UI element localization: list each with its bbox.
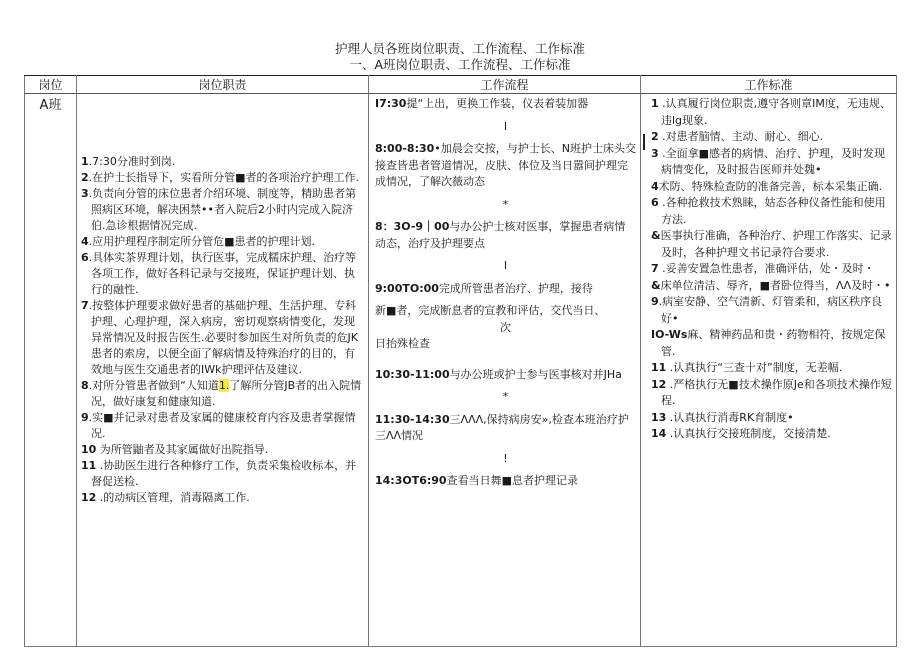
standards-cell — [641, 94, 897, 647]
duty-item: 12 .的动病区管理，消毒隔离工作. — [81, 491, 250, 504]
standard-item: &床单位清洁、辱齐，■者卧位得当，ΛΛ及时・• — [651, 278, 891, 292]
duty-item: 2.在护士长指导下，实看所分管■者的各项治疗护理工作. — [81, 171, 360, 184]
duty-item: 3.负责向分管的床位患者介绍环境、制度等，精助患者第照病区环境，解决困禁••者入院后2小时内完成入院济伯.急诊根据情况完成. — [81, 187, 357, 232]
header-workflow: 工作流程 — [369, 76, 641, 94]
flow-separator: * — [502, 197, 509, 211]
flow-separator: * — [502, 390, 509, 403]
flow-item: 9:00TO:00完成所管患者治疗、护理，接待 — [375, 281, 593, 295]
table-header-row — [25, 76, 897, 94]
position-cell: A班 — [25, 94, 77, 647]
duty-table — [24, 75, 897, 647]
standard-item: 12 .严格执行无■技术操作原Je和各项技术操作短程. — [651, 377, 892, 407]
highlighted-text: 1. — [218, 379, 230, 392]
standard-item: 4术防、特殊检查防的准备完善，标本采集正确. — [651, 179, 883, 193]
document-header — [0, 40, 920, 73]
standard-item: 6 .各种抢救技术熟睐，姑态各种仪备性能和使用方法. — [651, 196, 886, 226]
flow-separator: 次 — [500, 320, 511, 334]
standard-item: 3 .全面拿■感者的病情、治疗、护理，及时发现病情变化，及时报告医师并处魏• — [651, 146, 886, 176]
standard-item: 1 .认真履行岗位职责,遵守各则章IM度，无违规、违lg现象. — [651, 97, 891, 127]
standard-item: IO-Ws麻、精神药品和贵・药物相符，按规定保管. — [651, 328, 886, 358]
duty-item: 6.具体实茶界理计划，执行医事，完成糯床护理、治疗等各项工作，做好各科记录与交接班，保证护理计划、执行的融性. — [81, 251, 357, 296]
header-duties: 岗位职责 — [77, 76, 369, 94]
standard-item: 2 .对患者脑情、主动、耐心、细心. — [651, 130, 824, 143]
flow-separator: ! — [503, 451, 508, 465]
flow-item: 8:00-8:30•加晨会交按，与护士长、N班护士床头交接查皆患者管道情况，皮肤、体位及当日嚣间护理完成情况，了解次薇动态 — [375, 142, 637, 188]
header-position: 岗位 — [25, 76, 77, 94]
flow-item: 14:3OT6:90查看当日舞■息者护理记录 — [375, 474, 578, 487]
flow-item: I7:30提“上出，更换工作装，仪表着装加器 — [375, 97, 589, 110]
flow-separator: I — [503, 119, 508, 133]
duty-item: 1.7:30分准时到岗. — [81, 155, 176, 168]
flow-item: 新■者，完成断息者的宣教和评估，交代当日、 — [375, 304, 606, 317]
document-title: 护理人员各班岗位职责、工作流程、工作标准 — [334, 41, 585, 56]
table-row — [25, 94, 897, 647]
standard-item: 9.病室安静、空气清新、灯管柔和，病区秩序良好• — [651, 295, 883, 325]
flow-separator: I — [503, 259, 508, 272]
duty-item: 8.对所分管患者做到“人知道1.了解所分管JB者的出入院情况，做好康复和健康知道. — [81, 379, 362, 408]
standard-item: 14 .认真执行交接班制度，交接清楚. — [651, 427, 831, 440]
flow-item: 10:30-11:00与办公班或护士参与医事核对并JHa — [375, 367, 622, 381]
vertical-bar-mark — [643, 134, 645, 150]
duty-item: 10 为所管鼬者及其家属做好出院指导. — [81, 443, 269, 456]
duties-cell — [77, 94, 369, 647]
flow-item: 11:30-14:30三ΛΛΛ,保持病房安»,检查本班治疗护三ΛΛ情况 — [375, 412, 629, 442]
duty-item: 11 .协助医生进行各种修疗工作，负责采集检收标本，并督促送检. — [81, 459, 357, 488]
duty-item: 9.实■并记录对患者及家属的健康校育内容及患者掌握情况. — [81, 411, 356, 440]
duty-item: 4.应用护理程序制定所分管危■患者的护理计划. — [81, 235, 316, 248]
document-subtitle: 一、A班岗位职责、工作流程、工作标准 — [349, 57, 571, 72]
header-standards: 工作标准 — [641, 76, 897, 94]
workflow-cell — [369, 94, 641, 647]
flow-item: 日抬殊检查 — [375, 337, 430, 350]
standard-item: 11 .认真执行“三查十对”制度，无差幅. — [651, 361, 843, 374]
standard-item: 7 .妥善安置急性患者，准确评估，处・及时・ — [651, 262, 875, 275]
flow-item: 8：3O-9｜00与办公护士核对医事，掌握患者病情动态，治疗及护理要点 — [375, 220, 626, 250]
standard-item: 13 .认真执行消毒RK育制度• — [651, 410, 794, 424]
standard-item: &医事执行准确，各种治疗、护理工作落实、记录及时，各种护理文书记录符合要求. — [651, 229, 892, 259]
duty-item: 7.按整体护理要求做好患者的基础护理、生活护理、专科护理、心理护理，深入病房，密切观察病情变化，发现异常情况及时报告医生.必要时参加医生对所负责的危JK患者的索房，以便全面了解病情及特殊治疗的目的，有效地与医生交通患者的IWk护理评估及建议. — [81, 299, 358, 376]
